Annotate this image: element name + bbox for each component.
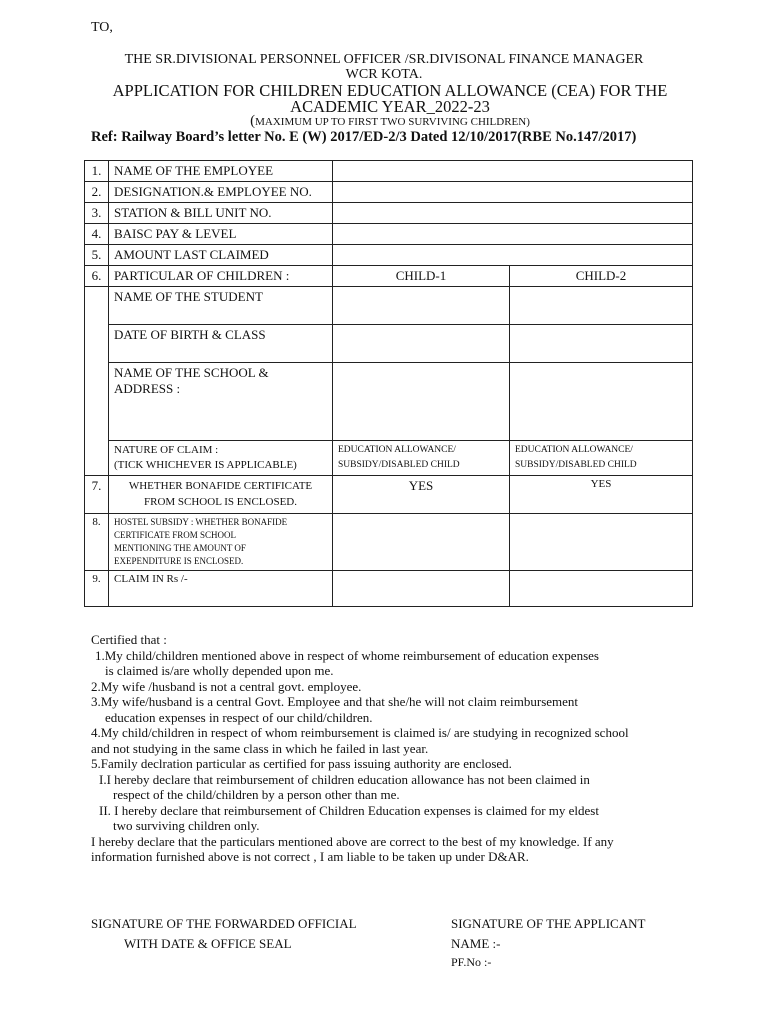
- row-label-hostel-subsidy: [109, 514, 333, 571]
- row-label-school: [109, 363, 333, 441]
- certification-line: 1.My child/children mentioned above in respect of whome reimbursement of education expenses: [95, 647, 599, 663]
- certification-line: 5.Family declration particular as certified for pass issuing authority are enclosed.: [91, 756, 512, 771]
- table-row: [85, 287, 693, 325]
- addressee-to: TO,: [91, 20, 113, 35]
- applicant-name-label: NAME :-: [451, 936, 501, 951]
- certification-line: two surviving children only.: [113, 818, 260, 833]
- designation-field[interactable]: [333, 182, 693, 203]
- row-number: 5.: [85, 245, 109, 266]
- employee-name-field[interactable]: [333, 161, 693, 182]
- certification-line: respect of the child/children by a person other than me.: [113, 787, 400, 802]
- table-row: [85, 363, 693, 441]
- table-row: [85, 203, 693, 224]
- row-label-bonafide: [109, 476, 333, 514]
- application-form-table: [84, 160, 693, 607]
- row-label-station: STATION & BILL UNIT NO.: [109, 203, 333, 224]
- child-2-claim-amount-field[interactable]: [510, 571, 693, 607]
- bonafide-line2: FROM SCHOOL IS ENCLOSED.: [143, 496, 297, 508]
- claim-option-line1: EDUCATION ALLOWANCE/: [338, 445, 456, 455]
- certification-line: I hereby declare that the particulars mentioned above are correct to the best of my knowledge. If any: [91, 833, 614, 849]
- claim-option-line2: SUBSIDY/DISABLED CHILD: [338, 460, 460, 470]
- row-number: 7.: [85, 476, 109, 514]
- school-label-line1: NAME OF THE SCHOOL &: [114, 365, 269, 380]
- certification-block: [91, 632, 711, 865]
- row-number: 2.: [85, 182, 109, 203]
- school-label-line2: ADDRESS :: [114, 381, 181, 396]
- child-2-bonafide-yes[interactable]: YES: [510, 476, 693, 514]
- row-label-particular-of-children: PARTICULAR OF CHILDREN :: [109, 266, 333, 287]
- child-2-student-name-field[interactable]: [510, 287, 693, 325]
- hostel-line3: MENTIONING THE AMOUNT OF: [114, 543, 246, 553]
- claim-option-line1: EDUCATION ALLOWANCE/: [515, 445, 633, 455]
- addressee-office: WCR KOTA.: [345, 67, 423, 82]
- child-1-bonafide-yes[interactable]: YES: [333, 476, 510, 514]
- hostel-line4: EXEPENDITURE IS ENCLOSED.: [114, 556, 244, 566]
- child-1-claim-amount-field[interactable]: [333, 571, 510, 607]
- document-title-line1: APPLICATION FOR CHILDREN EDUCATION ALLOWANCE (CEA) FOR THE: [112, 81, 668, 100]
- certification-line: I.I hereby declare that reimbursement of children education allowance has not been claimed in: [99, 771, 590, 787]
- child-1-header: CHILD-1: [333, 266, 510, 287]
- certification-line: 3.My wife/husband is a central Govt. Employee and that she/he will not claim reimbursement: [91, 694, 579, 709]
- row-number: 9.: [85, 571, 109, 607]
- reference-main: Ref: Railway Board’s letter No. E (W) 2017/ED-2/3 Dated 12/10/2017: [91, 129, 518, 145]
- station-field[interactable]: [333, 203, 693, 224]
- table-row: [85, 514, 693, 571]
- certification-line: II. I hereby declare that reimbursement of Children Education expenses is claimed for my eldest: [99, 802, 599, 818]
- child-2-header: CHILD-2: [510, 266, 693, 287]
- row-label-designation: DESIGNATION.& EMPLOYEE NO.: [109, 182, 333, 203]
- pf-number-label: PF.No :-: [451, 955, 492, 969]
- table-row: [85, 224, 693, 245]
- basic-pay-field[interactable]: [333, 224, 693, 245]
- subtitle-paren: (: [250, 113, 256, 129]
- reference-line: [91, 129, 636, 146]
- table-row: [85, 266, 693, 287]
- nature-claim-line1: NATURE OF CLAIM :: [114, 444, 219, 456]
- document-title-line2: ACADEMIC YEAR_2022-23: [290, 97, 490, 116]
- forwarding-signature-line2: WITH DATE & OFFICE SEAL: [124, 936, 292, 951]
- row-number: 4.: [85, 224, 109, 245]
- row-label-claim-amount: CLAIM IN Rs /-: [109, 571, 333, 607]
- child-2-dob-field[interactable]: [510, 325, 693, 363]
- row-label-basic-pay: BAISC PAY & LEVEL: [109, 224, 333, 245]
- addressee-officer: THE SR.DIVISIONAL PERSONNEL OFFICER /SR.DIVISONAL FINANCE MANAGER: [124, 52, 644, 67]
- applicant-signature: [451, 914, 645, 954]
- reference-rbe: (RBE No.147/2017): [517, 129, 637, 145]
- table-row: [85, 571, 693, 607]
- bonafide-line1: WHETHER BONAFIDE CERTIFICATE: [128, 480, 313, 492]
- amount-last-claimed-field[interactable]: [333, 245, 693, 266]
- row-number: 3.: [85, 203, 109, 224]
- row-label-dob-class: DATE OF BIRTH & CLASS: [109, 325, 333, 363]
- child-1-hostel-field[interactable]: [333, 514, 510, 571]
- table-row: [85, 325, 693, 363]
- row-number: 6.: [85, 266, 109, 287]
- child-1-school-field[interactable]: [333, 363, 510, 441]
- forwarding-official-signature: [91, 914, 357, 954]
- row-label-student-name: NAME OF THE STUDENT: [109, 287, 333, 325]
- table-row: [85, 161, 693, 182]
- child-1-claim-option[interactable]: [333, 441, 510, 476]
- child-2-school-field[interactable]: [510, 363, 693, 441]
- row-label-amount-last-claimed: AMOUNT LAST CLAIMED: [109, 245, 333, 266]
- child-2-hostel-field[interactable]: [510, 514, 693, 571]
- certification-line: is claimed is/are wholly depended upon me.: [105, 663, 334, 678]
- child-1-student-name-field[interactable]: [333, 287, 510, 325]
- row-number: 8.: [85, 514, 109, 571]
- child-2-claim-option[interactable]: [510, 441, 693, 476]
- table-row: [85, 441, 693, 476]
- row-number: 1.: [85, 161, 109, 182]
- table-row: [85, 476, 693, 514]
- subtitle-text: MAXIMUM UP TO FIRST TWO SURVIVING CHILDREN): [255, 116, 530, 128]
- row-number-blank: [85, 287, 109, 476]
- nature-claim-line2: (TICK WHICHEVER IS APPLICABLE): [114, 459, 297, 471]
- row-label-nature-of-claim: [109, 441, 333, 476]
- forwarding-signature-line1: SIGNATURE OF THE FORWARDED OFFICIAL: [91, 916, 357, 931]
- hostel-line2: CERTIFICATE FROM SCHOOL: [114, 530, 236, 540]
- table-row: [85, 182, 693, 203]
- certification-heading: Certified that :: [91, 632, 167, 647]
- claim-option-line2: SUBSIDY/DISABLED CHILD: [515, 460, 637, 470]
- table-row: [85, 245, 693, 266]
- hostel-line1: HOSTEL SUBSIDY : WHETHER BONAFIDE: [114, 517, 288, 527]
- certification-line: 4.My child/children in respect of whom reimbursement is claimed is/ are studying in recognized school: [91, 725, 629, 740]
- certification-line: information furnished above is not correct , I am liable to be taken up under D&AR.: [91, 849, 529, 864]
- certification-line: and not studying in the same class in which he failed in last year.: [91, 740, 429, 756]
- child-1-dob-field[interactable]: [333, 325, 510, 363]
- certification-line: education expenses in respect of our child/children.: [105, 709, 373, 725]
- subtitle-note: [0, 113, 768, 130]
- row-label-employee-name: NAME OF THE EMPLOYEE: [109, 161, 333, 182]
- certification-line: 2.My wife /husband is not a central govt. employee.: [91, 678, 362, 694]
- applicant-signature-label: SIGNATURE OF THE APPLICANT: [451, 916, 646, 931]
